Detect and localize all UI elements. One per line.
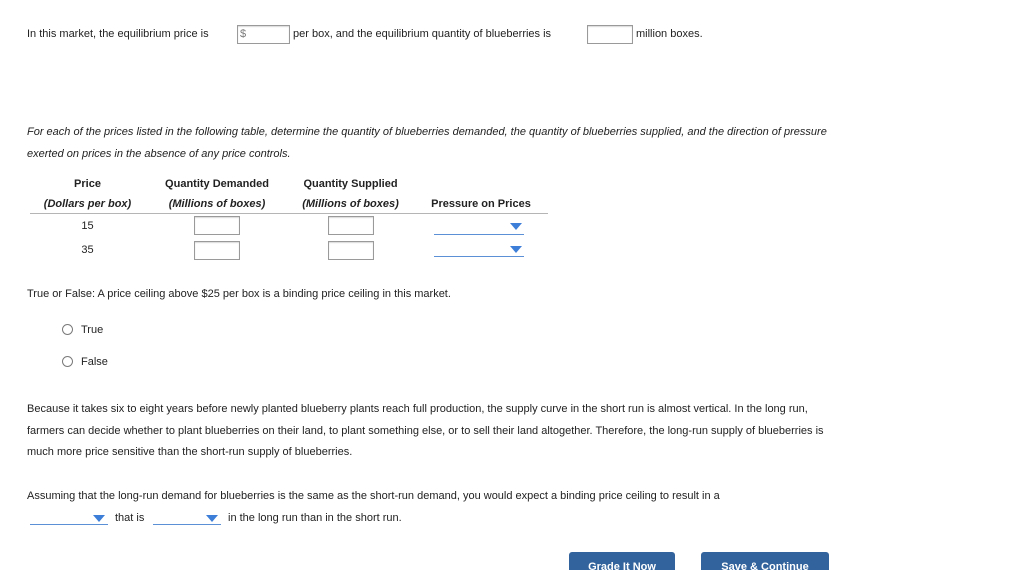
true-false-question: True or False: A price ceiling above $25 per box is a binding price ceiling in this market. bbox=[27, 288, 451, 300]
option-true-label: True bbox=[81, 324, 104, 336]
row-price: 15 bbox=[81, 220, 94, 232]
quantity-supplied-input[interactable] bbox=[328, 241, 374, 260]
supply-paragraph: Because it takes six to eight years before newly planted blueberry plants reach full production, the supply curve in the short run is almost vertical. In the long run, farmers can decide whether to plant blueberries on their land, to plant something else, or to sell their land altogether. Therefore, the long-run supply of blueberries is much more price sensitive than the short-run supply of blueberries. bbox=[27, 403, 824, 458]
equilibrium-price-prefix: In this market, the equilibrium price is bbox=[27, 28, 209, 40]
row-price: 35 bbox=[81, 244, 94, 256]
table-instructions: For each of the prices listed in the following table, determine the quantity of blueberries demanded, the quantity of blueberries supplied, and the direction of pressure exerted on prices in the absence of any price controls. bbox=[27, 126, 827, 160]
header-price-unit: (Dollars per box) bbox=[43, 198, 132, 210]
equilibrium-price-input[interactable] bbox=[237, 25, 290, 44]
pressure-dropdown-underline bbox=[434, 234, 524, 235]
final-dropdown-2-underline bbox=[153, 524, 221, 525]
quantity-demanded-input[interactable] bbox=[194, 241, 240, 260]
save-continue-button[interactable]: Save & Continue bbox=[701, 552, 829, 570]
final-question-end: in the long run than in the short run. bbox=[228, 512, 402, 524]
chevron-down-icon bbox=[206, 515, 218, 522]
quantity-demanded-input[interactable] bbox=[194, 216, 240, 235]
pressure-dropdown-underline bbox=[434, 256, 524, 257]
final-dropdown-1-underline bbox=[30, 524, 108, 525]
option-false-label: False bbox=[81, 356, 108, 368]
currency-symbol: $ bbox=[240, 28, 247, 40]
header-supplied-unit: (Millions of boxes) bbox=[302, 198, 399, 210]
table-header-divider bbox=[30, 213, 548, 214]
chevron-down-icon bbox=[510, 223, 522, 230]
grade-it-now-button[interactable]: Grade It Now bbox=[569, 552, 675, 570]
header-pressure: Pressure on Prices bbox=[431, 198, 531, 210]
equilibrium-suffix: million boxes. bbox=[636, 28, 703, 40]
equilibrium-quantity-input[interactable] bbox=[587, 25, 633, 44]
quantity-supplied-input[interactable] bbox=[328, 216, 374, 235]
header-demanded: Quantity Demanded bbox=[165, 178, 269, 190]
header-supplied: Quantity Supplied bbox=[303, 178, 398, 190]
radio-false[interactable] bbox=[62, 356, 73, 367]
header-demanded-unit: (Millions of boxes) bbox=[168, 198, 266, 210]
radio-true[interactable] bbox=[62, 324, 73, 335]
equilibrium-middle-text: per box, and the equilibrium quantity of blueberries is bbox=[293, 28, 552, 40]
final-question-middle: that is bbox=[115, 512, 145, 524]
final-question-text: Assuming that the long-run demand for blueberries is the same as the short-run demand, you would expect a binding price ceiling to result in a bbox=[27, 490, 720, 502]
header-price: Price bbox=[74, 178, 101, 190]
chevron-down-icon bbox=[93, 515, 105, 522]
chevron-down-icon bbox=[510, 246, 522, 253]
